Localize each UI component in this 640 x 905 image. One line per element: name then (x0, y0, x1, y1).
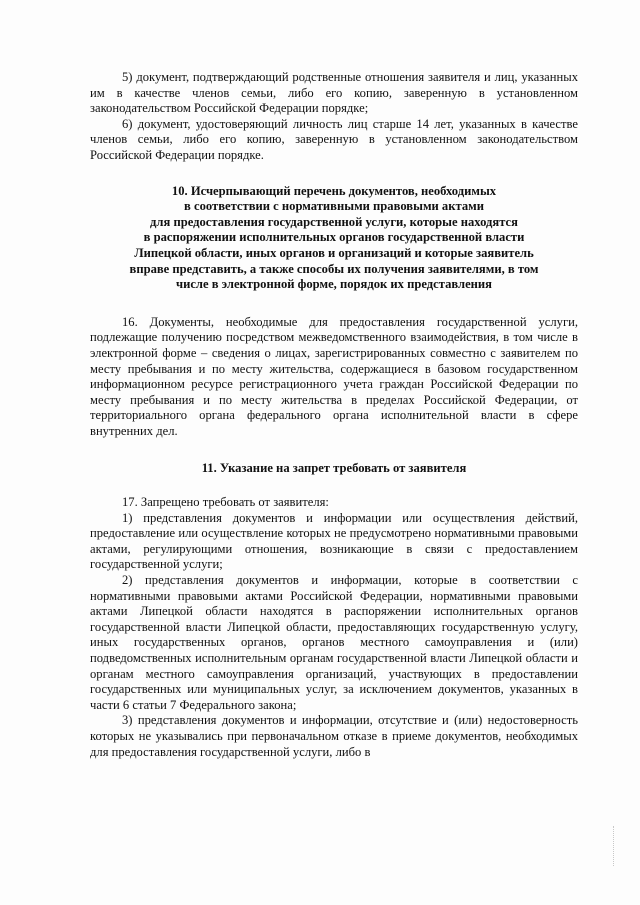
heading-line: Липецкой области, иных органов и организаций и которые заявитель (134, 245, 534, 260)
paragraph-17: 17. Запрещено требовать от заявителя: (122, 495, 329, 510)
paragraph-item-6: 6) документ, удостоверяющий личность лиц старше 14 лет, указанных в качестве членов семьи, либо его копию, заверенную в установленном законодательством Российской Федерации порядке. (90, 116, 578, 162)
heading-line: для предоставления государственной услуги, которые находятся (150, 214, 518, 229)
section-11-heading: 11. Указание на запрет требовать от заявителя (201, 461, 467, 476)
paragraph-17-item-3: 3) представления документов и информации, отсутствие и (или) недостоверность которых не указывались при первоначальном отказе в приеме документов, необходимых для предоставления государственной услуги, либо в (90, 713, 578, 759)
heading-line: в соответствии с нормативными правовыми актами (184, 199, 484, 214)
heading-line: числе в электронной форме, порядок их представления (175, 277, 492, 292)
paragraph-16: 16. Документы, необходимые для предоставления государственной услуги, подлежащие получению посредством межведомственного взаимодействия, в том числе в электронной форме – сведения о лицах, зарегистрированных совместно с заявителем по месту пребывания и по месту жительства, содержащиеся в базовом государственном информационном ресурсе регистрационного учета граждан Российской Федерации по месту пребывания и по месту жительства в пределах Российской Федерации, от территориального органа федерального органа исполнительной власти в сфере внутренних дел. (90, 314, 578, 438)
heading-line: 10. Исчерпывающий перечень документов, необходимых (171, 183, 497, 198)
heading-line: вправе представить, а также способы их получения заявителями, в том (129, 261, 539, 276)
paragraph-item-5: 5) документ, подтверждающий родственные отношения заявителя и лиц, указанных им в качестве членов семьи, либо его копию, заверенную в установленном законодательством Российской Федерации порядке; (90, 70, 578, 116)
section-10-heading (90, 184, 578, 293)
paragraph-17-item-1: 1) представления документов и информации или осуществления действий, предоставление или осуществление которых не предусмотрено нормативными правовыми актами, регулирующими отношения, возникающие в связи с предоставлением государственной услуги; (90, 510, 578, 572)
heading-line: в распоряжении исполнительных органов государственной власти (143, 230, 525, 245)
scan-margin-marks (613, 826, 618, 866)
paragraph-17-item-2: 2) представления документов и информации, которые в соответствии с нормативными правовыми актами Российской Федерации, нормативными правовыми актами Липецкой области находятся в распоряжении исполнительных органов государственной власти Липецкой области, предоставляющих государственную услугу, иных государственных органов, органов местного самоуправления и (или) подведомственных исполнительным органам государственной власти Липецкой области и органам местного самоуправления организаций, участвующих в предоставлении государственных или муниципальных услуг, за исключением документов, указанных в части 6 статьи 7 Федерального закона; (90, 573, 578, 712)
